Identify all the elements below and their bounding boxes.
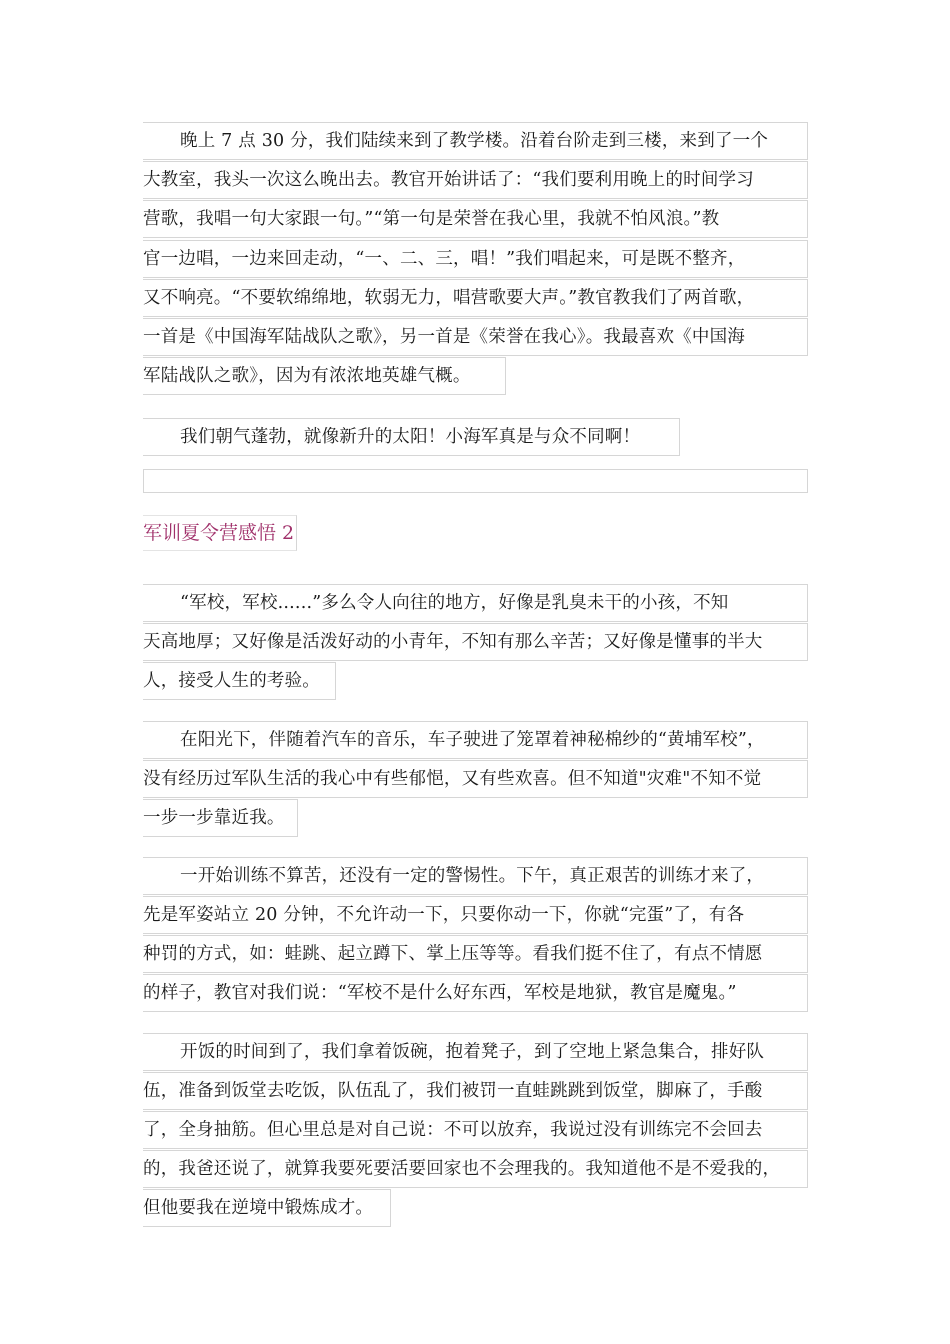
empty-paragraph-box [143,469,808,493]
text-line: 的样子，教官对我们说：“军校不是什么好东西，军校是地狱，教官是魔鬼。” [143,974,808,1012]
text-line: 我们朝气蓬勃，就像新升的太阳！小海军真是与众不同啊！ [143,418,680,456]
text-line: 在阳光下，伴随着汽车的音乐，车子驶进了笼罩着神秘棉纱的“黄埔军校”， [143,721,808,759]
text-line: 官一边唱，一边来回走动，“一、二、三，唱！”我们唱起来，可是既不整齐， [143,240,808,278]
section-heading: 军训夏令营感悟 2 [143,515,297,551]
text-line: “军校，军校......”多么令人向往的地方，好像是乳臭未干的小孩，不知 [143,584,808,622]
text-line: 又不响亮。“不要软绵绵地，软弱无力，唱营歌要大声。”教官教我们了两首歌， [143,279,808,317]
text-line: 一开始训练不算苦，还没有一定的警惕性。下午，真正艰苦的训练才来了， [143,857,808,895]
text-line: 种罚的方式，如：蛙跳、起立蹲下、掌上压等等。看我们挺不住了，有点不情愿 [143,935,808,973]
text-line: 开饭的时间到了，我们拿着饭碗，抱着凳子，到了空地上紧急集合，排好队 [143,1033,808,1071]
text-line: 一步一步靠近我。 [143,799,298,837]
text-line: 一首是《中国海军陆战队之歌》，另一首是《荣誉在我心》。我最喜欢《中国海 [143,318,808,356]
text-line: 晚上 7 点 30 分，我们陆续来到了教学楼。沿着台阶走到三楼，来到了一个 [143,122,808,160]
text-line: 但他要我在逆境中锻炼成才。 [143,1189,391,1227]
text-line: 的，我爸还说了，就算我要死要活要回家也不会理我的。我知道他不是不爱我的， [143,1150,808,1188]
text-line: 营歌，我唱一句大家跟一句。”“第一句是荣誉在我心里，我就不怕风浪。”教 [143,200,808,238]
text-line: 了，全身抽筋。但心里总是对自己说：不可以放弃，我说过没有训练完不会回去 [143,1111,808,1149]
text-line: 先是军姿站立 20 分钟，不允许动一下，只要你动一下，你就“完蛋”了，有各 [143,896,808,934]
text-line: 伍，准备到饭堂去吃饭，队伍乱了，我们被罚一直蛙跳跳到饭堂，脚麻了，手酸 [143,1072,808,1110]
text-line: 没有经历过军队生活的我心中有些郁悒，又有些欢喜。但不知道"灾难"不知不觉 [143,760,808,798]
text-line: 大教室，我头一次这么晚出去。教官开始讲话了：“我们要利用晚上的时间学习 [143,161,808,199]
text-line: 军陆战队之歌》，因为有浓浓地英雄气概。 [143,357,506,395]
text-line: 人，接受人生的考验。 [143,662,336,700]
text-line: 天高地厚；又好像是活泼好动的小青年，不知有那么辛苦；又好像是懂事的半大 [143,623,808,661]
